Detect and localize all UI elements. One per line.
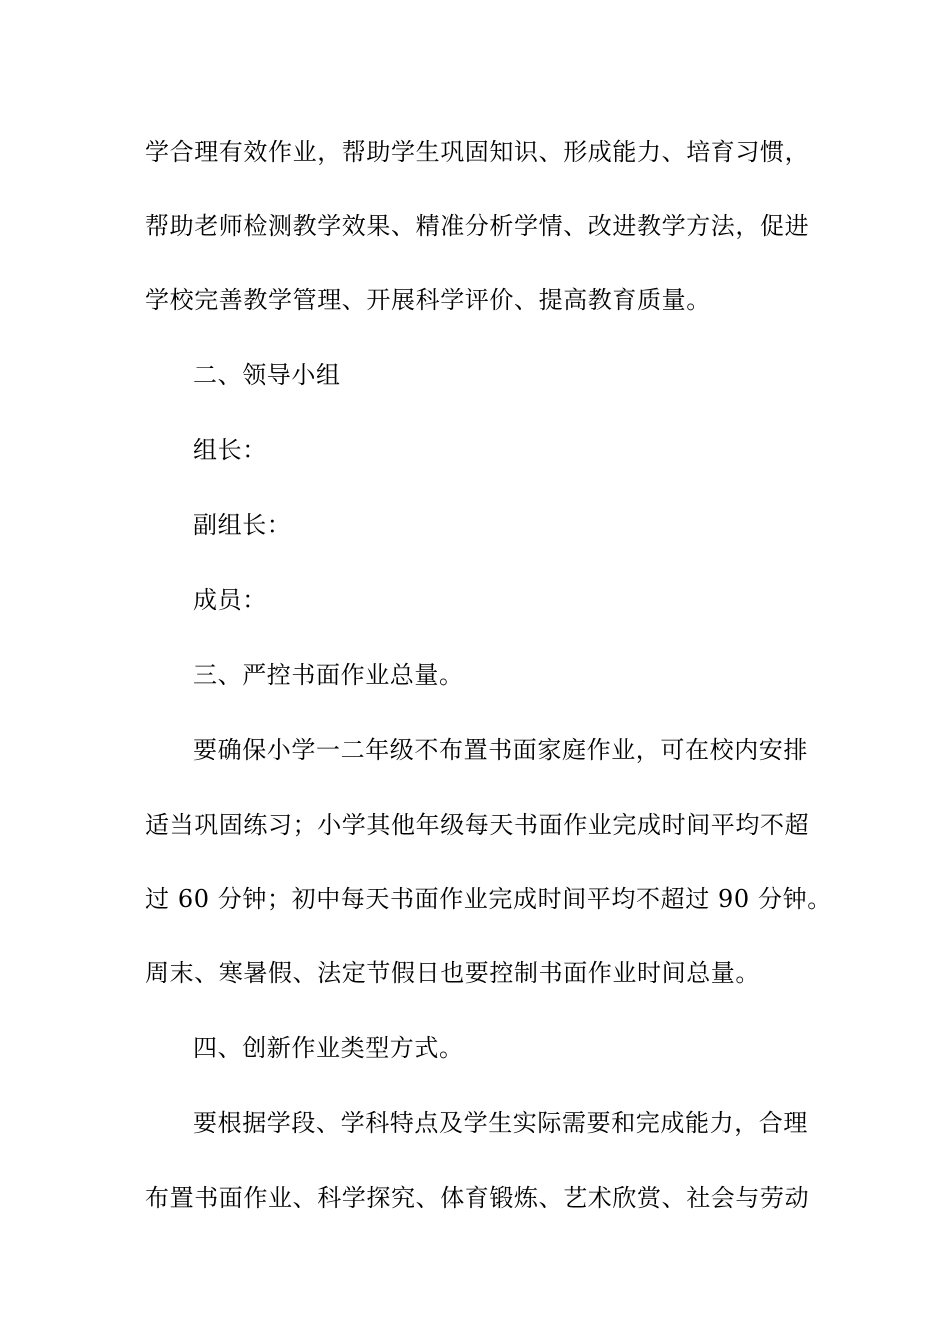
section-heading: 四、创新作业类型方式。 — [193, 1034, 464, 1062]
paragraph-line: 过 60 分钟；初中每天书面作业完成时间平均不超过 90 分钟。 — [145, 885, 832, 913]
paragraph-line: 要根据学段、学科特点及学生实际需要和完成能力，合理 — [193, 1109, 808, 1137]
paragraph-line: 帮助老师检测教学效果、精准分析学情、改进教学方法，促进 — [145, 212, 810, 240]
paragraph-line: 学校完善教学管理、开展科学评价、提高教育质量。 — [145, 286, 711, 314]
paragraph-line: 要确保小学一二年级不布置书面家庭作业，可在校内安排 — [193, 736, 808, 764]
paragraph-line: 布置书面作业、科学探究、体育锻炼、艺术欣赏、社会与劳动 — [145, 1184, 810, 1212]
members-line: 成员： — [193, 586, 267, 614]
group-leader-line: 组长： — [193, 436, 267, 464]
section-heading: 三、严控书面作业总量。 — [193, 661, 464, 689]
paragraph-line: 学合理有效作业，帮助学生巩固知识、形成能力、培育习惯， — [145, 138, 810, 166]
section-heading: 二、领导小组 — [193, 361, 341, 389]
deputy-leader-line: 副组长： — [193, 511, 292, 539]
paragraph-line: 适当巩固练习；小学其他年级每天书面作业完成时间平均不超 — [145, 811, 810, 839]
paragraph-line: 周末、寒暑假、法定节假日也要控制书面作业时间总量。 — [145, 959, 760, 987]
